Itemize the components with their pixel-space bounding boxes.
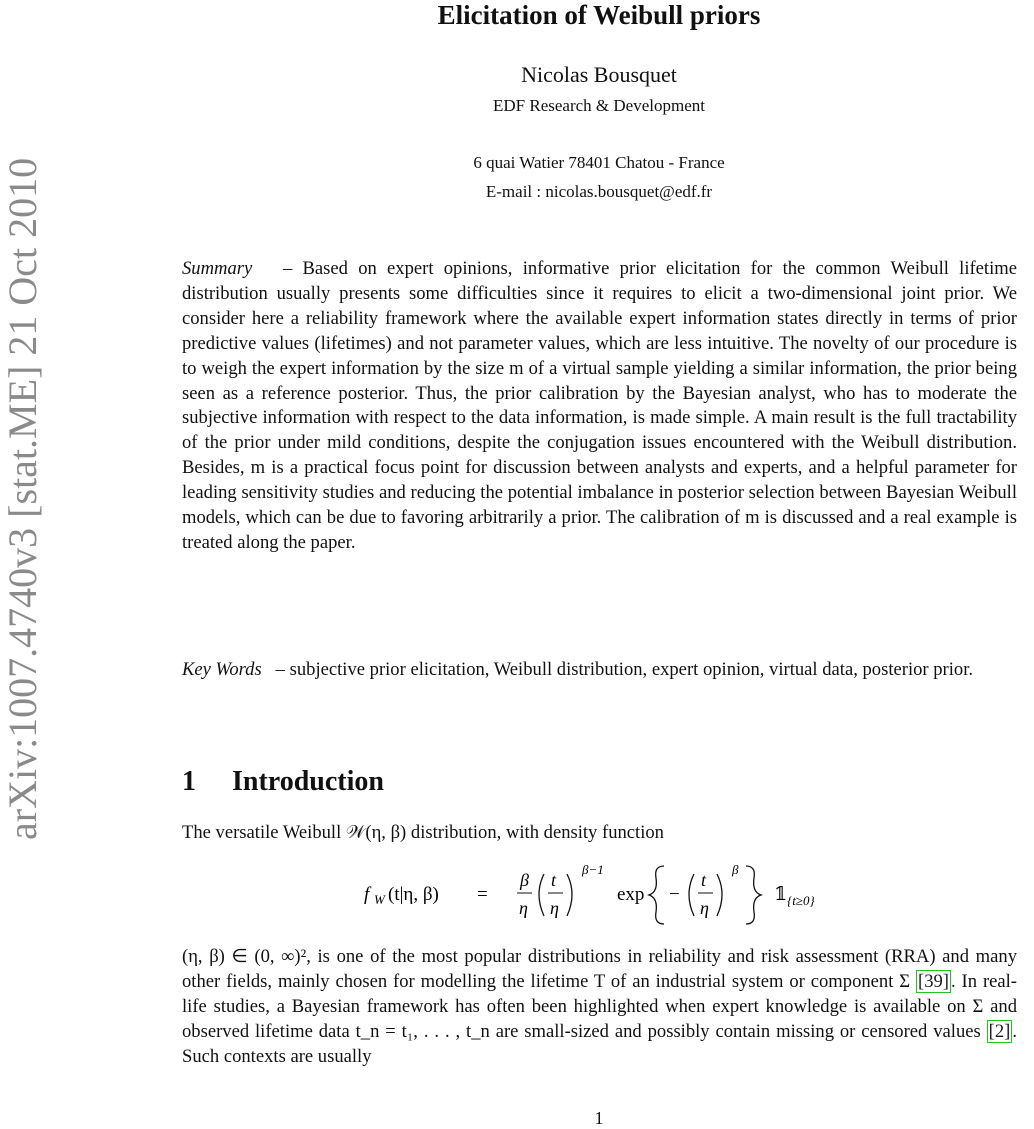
keywords-paragraph: [182, 658, 1017, 683]
intro-second-start: (η, β) ∈ (0, ∞)², is one of the most popular distributions in reliability and risk assessment (RRA) and many other fields, mainly chosen for modelling the lifetime T of an industrial system or component Σ: [182, 946, 1017, 992]
section-heading: [182, 766, 384, 798]
author-name: Nicolas Bousquet: [521, 62, 677, 87]
eq-power: β−1: [582, 862, 604, 877]
arxiv-stamp: [0, 108, 46, 840]
eq-paren-right: [567, 874, 572, 916]
eq-frac1-num: β: [520, 870, 529, 890]
eq-power-beta: β: [732, 862, 739, 877]
eq-indicator-sub: {t≥0}: [787, 893, 815, 908]
section-title: Introduction: [232, 766, 384, 797]
eq-minus: −: [669, 884, 680, 905]
email: E-mail : nicolas.bousquet@edf.fr: [485, 182, 713, 201]
citation-2-link[interactable]: [2]: [988, 1020, 1011, 1042]
summary-paragraph: [182, 257, 1017, 556]
eq-exp: exp: [617, 884, 645, 905]
intro-second-end: . Such contexts are usually: [182, 1020, 1017, 1067]
eq-frac3-den: η: [700, 898, 709, 918]
paper-title: Elicitation of Weibull priors: [437, 0, 761, 30]
affiliation: EDF Research & Development: [493, 96, 705, 115]
eq-lhs: f: [364, 884, 370, 905]
eq-lhs-sub: W: [374, 892, 385, 907]
keywords-text: – subjective prior elicitation, Weibull distribution, expert opinion, virtual data, posterior prior.: [275, 659, 974, 680]
eq-frac3-num: t: [701, 870, 707, 890]
eq-paren-right-2: [717, 874, 722, 916]
weibull-density-equation: [364, 858, 864, 928]
address: 6 quai Watier 78401 Chatou - France: [473, 153, 725, 172]
eq-brace-right: [746, 866, 761, 924]
eq-frac2-num: t: [551, 870, 557, 890]
eq-paren-left: [539, 874, 544, 916]
page-number: 1: [594, 1108, 604, 1128]
arxiv-stamp-text: arXiv:1007.4740v3 [stat.ME] 21 Oct 2010: [0, 157, 45, 840]
intro-second-mid: . In real-life studies, a Bayesian framework has often been highlighted when expert knowledge is available on Σ and observed lifetime data t_n = t₁, . . . , t_n are small-sized and possibly contain missing or censored values: [182, 970, 1017, 1042]
eq-frac2-den: η: [550, 898, 559, 918]
eq-indicator: 𝟙: [774, 883, 788, 905]
eq-lhs-args: (t|η, β): [388, 884, 439, 905]
intro-first-line: The versatile Weibull 𝒲(η, β) distribution, with density function: [182, 822, 664, 843]
summary-text: – Based on expert opinions, informative prior elicitation for the common Weibull lifetime distribution usually presents some difficulties since it requires to elicit a two-dimensional joint prior. We consider here a reliability framework where the available expert information states directly in terms of prior predictive values (lifetimes) and not parameter values, which are less intuitive. The novelty of our procedure is to weigh the expert information by the size m of a virtual sample yielding a similar information, the prior being seen as a reference posterior. Thus, the prior calibration by the Bayesian analyst, who has to moderate the subjective information with respect to the data information, is made simple. A main result is the full tractability of the prior under mild conditions, despite the conjugation issues encountered with the Weibull distribution. Besides, m is a practical focus point for discussion between analysts and experts, and a helpful parameter for leading sensitivity studies and reducing the potential imbalance in posterior selection between Bayesian Weibull models, which can be due to favoring arbitrarily a prior. The calibration of m is discussed and a real example is treated along the paper.: [182, 258, 1017, 553]
section-number: 1: [182, 766, 196, 797]
keywords-label: Key Words: [182, 659, 262, 680]
eq-paren-left-2: [689, 874, 694, 916]
intro-second-paragraph: [182, 945, 1017, 1070]
summary-label: Summary: [182, 258, 253, 279]
eq-brace-left: [649, 866, 664, 924]
citation-39-link[interactable]: [39]: [918, 970, 949, 992]
eq-equals: =: [477, 884, 488, 905]
eq-frac1-den: η: [519, 898, 528, 918]
